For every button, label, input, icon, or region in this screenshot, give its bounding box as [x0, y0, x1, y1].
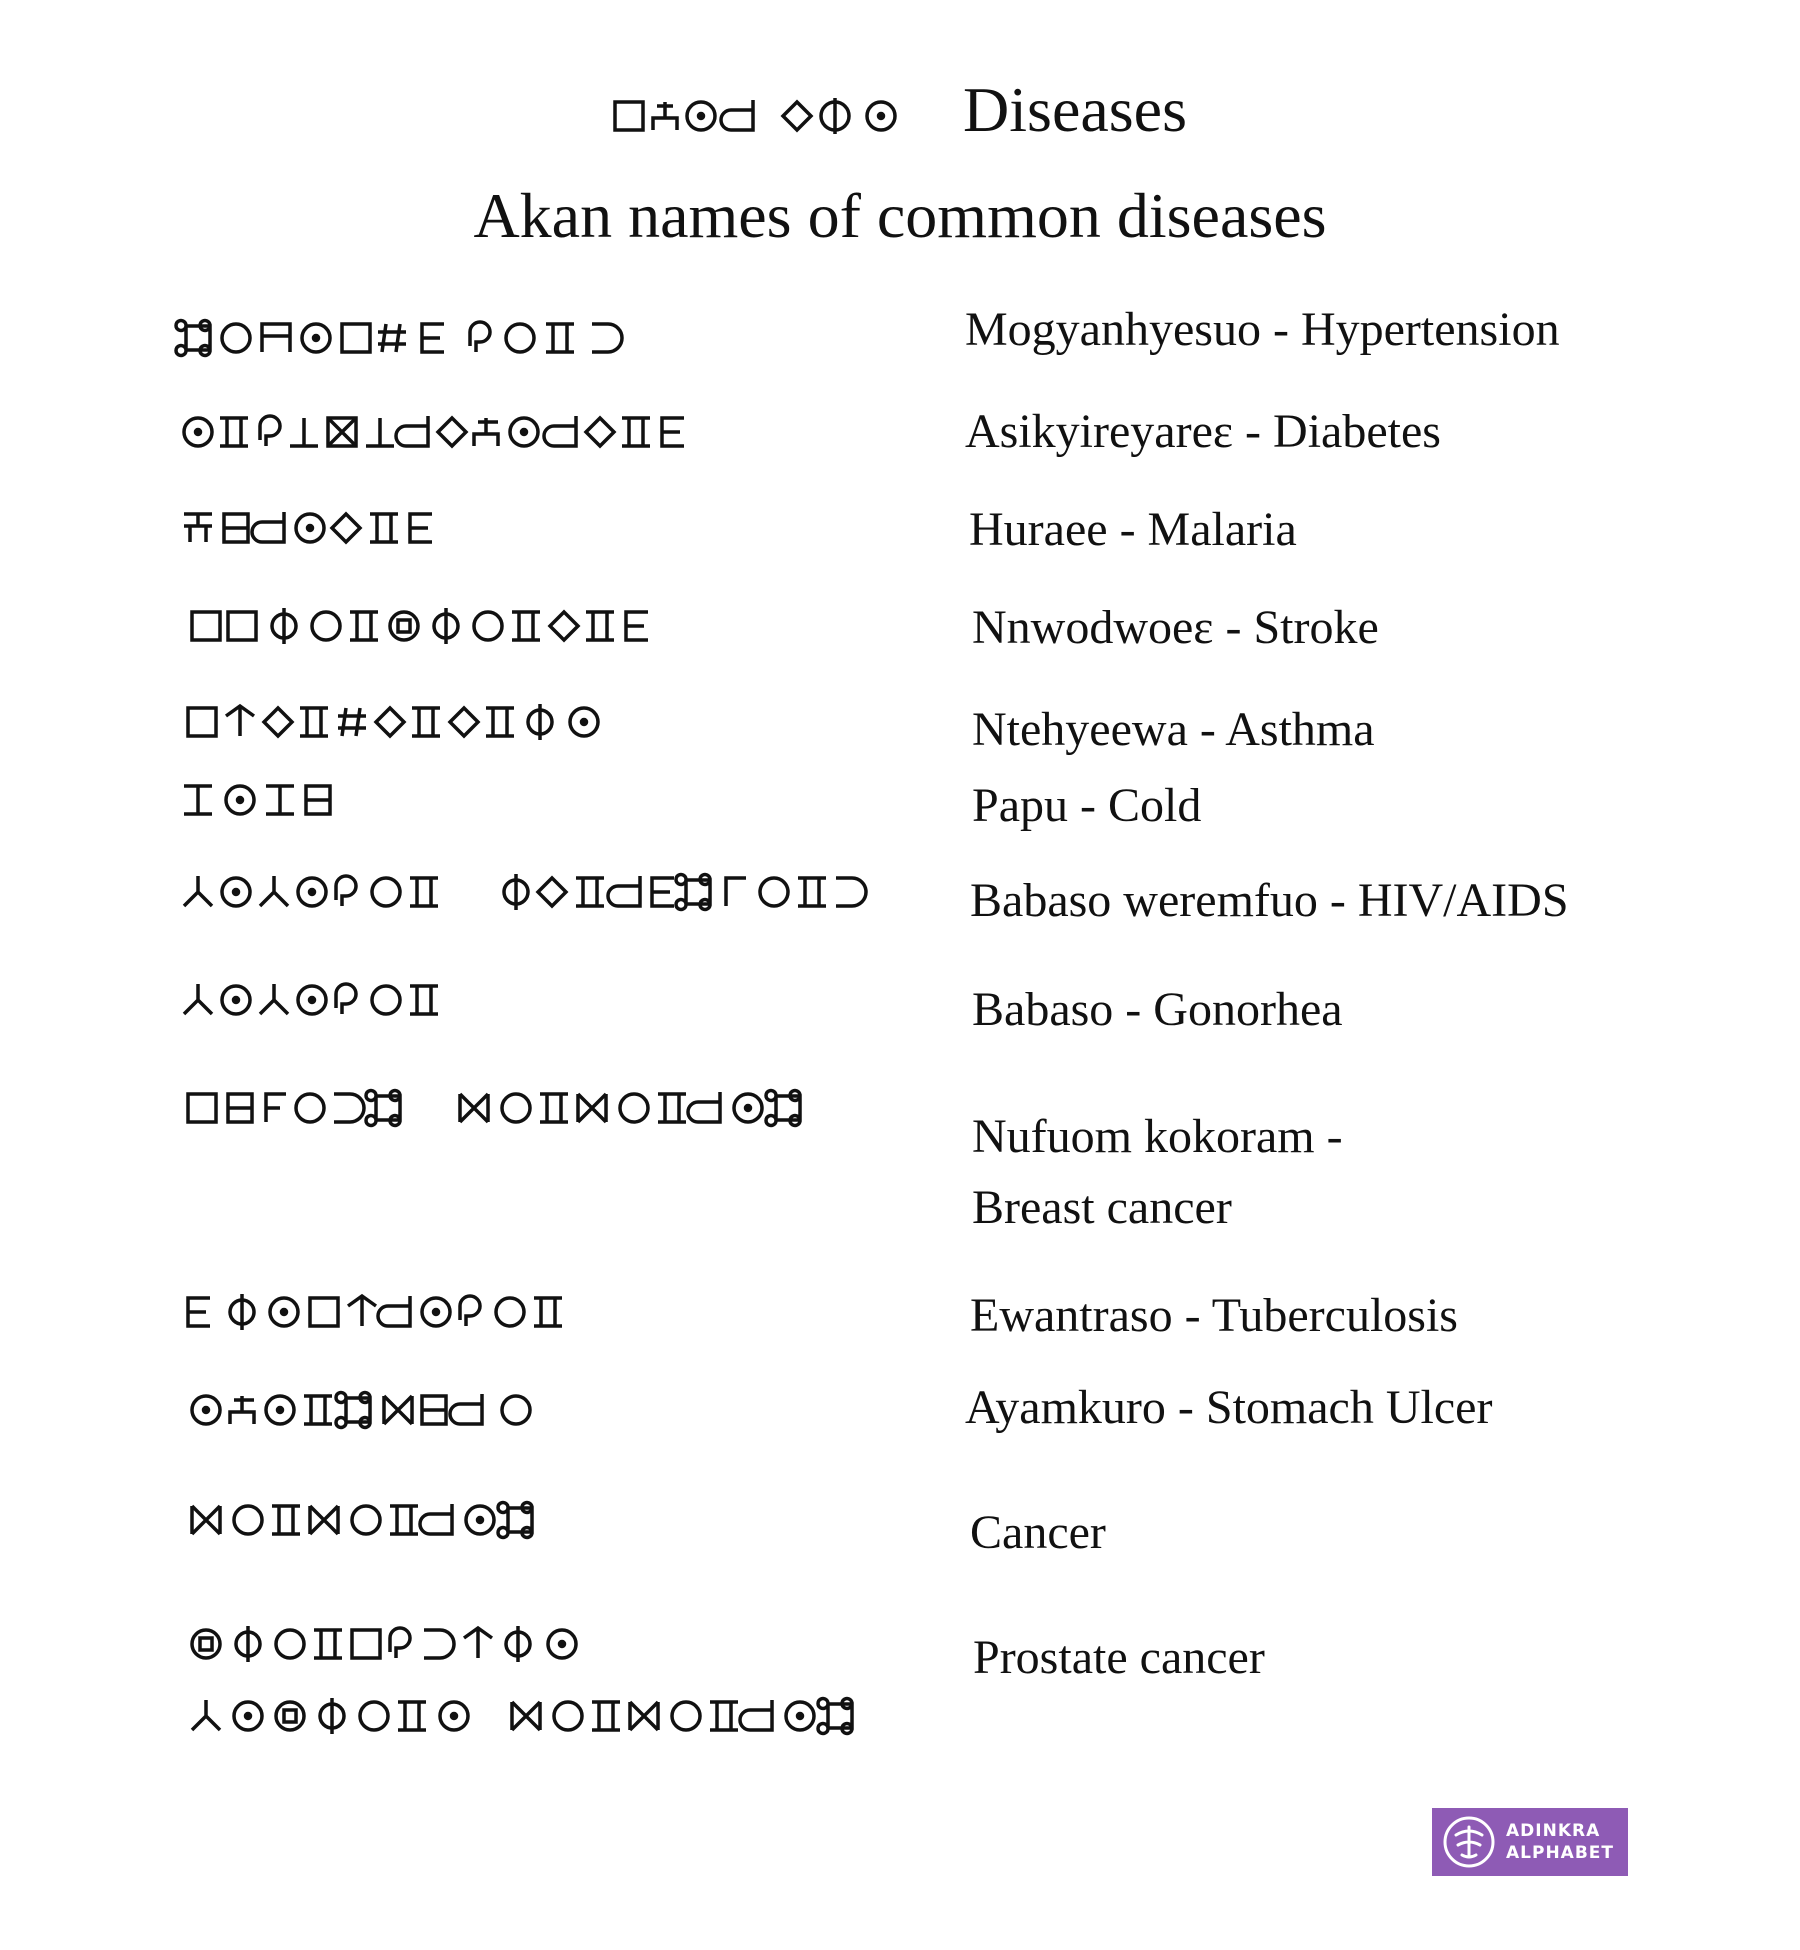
- label-stomach-ulcer: Ayamkuro - Stomach Ulcer: [965, 1381, 1493, 1434]
- label-tuberculosis: Ewantraso - Tuberculosis: [970, 1289, 1458, 1342]
- adinkra-alphabet-logo: [1432, 1808, 1628, 1876]
- title-adinkra-glyphs: [613, 94, 903, 138]
- label-cold: Papu - Cold: [972, 779, 1202, 832]
- adinkra-word-hypertension: [180, 316, 640, 360]
- adinkra-word-stomach-ulcer: [180, 1388, 580, 1432]
- label-gonorhea: Babaso - Gonorhea: [972, 983, 1343, 1036]
- label-stroke: Nnwodwoeɛ - Stroke: [972, 601, 1379, 654]
- adinkra-word-cancer: [180, 1498, 580, 1542]
- adinkra-word-hiv-aids: [180, 870, 920, 914]
- adinkra-word-prostate-cancer: [180, 1694, 880, 1738]
- label-breast-cancer-line1: Nufuom kokoram -: [972, 1110, 1343, 1163]
- logo-line1: ADINKRA: [1506, 1821, 1601, 1841]
- label-diabetes: Asikyireyareɛ - Diabetes: [965, 405, 1441, 458]
- adinkra-word-diabetes: [180, 410, 760, 454]
- label-malaria: Huraee - Malaria: [969, 503, 1297, 556]
- label-asthma: Ntehyeewa - Asthma: [972, 703, 1375, 756]
- subtitle: Akan names of common diseases: [473, 180, 1327, 251]
- adinkra-word-tuberculosis: [180, 1290, 600, 1334]
- label-hiv-aids: Babaso weremfuo - HIV/AIDS: [970, 874, 1569, 927]
- adinkra-word-stroke: [180, 604, 680, 648]
- adinkra-word-asthma: [180, 700, 640, 744]
- adinkra-word-gonorhea: [180, 978, 480, 1022]
- adinkra-word-breast-cancer: [180, 1086, 860, 1130]
- adinkra-word-prostate: [180, 1622, 620, 1666]
- adinkra-word-cold: [180, 778, 380, 822]
- logo-text: [1506, 1820, 1614, 1864]
- label-prostate-cancer: Prostate cancer: [973, 1631, 1265, 1684]
- label-breast-cancer-line2: Breast cancer: [972, 1181, 1232, 1234]
- label-cancer: Cancer: [970, 1506, 1106, 1559]
- title-text: Diseases: [963, 74, 1187, 145]
- logo-line2: ALPHABET: [1506, 1843, 1614, 1863]
- page-title: [0, 72, 1800, 148]
- label-hypertension: Mogyanhyesuo - Hypertension: [965, 303, 1560, 356]
- adinkra-logo-icon: [1442, 1815, 1496, 1869]
- adinkra-word-malaria: [180, 506, 480, 550]
